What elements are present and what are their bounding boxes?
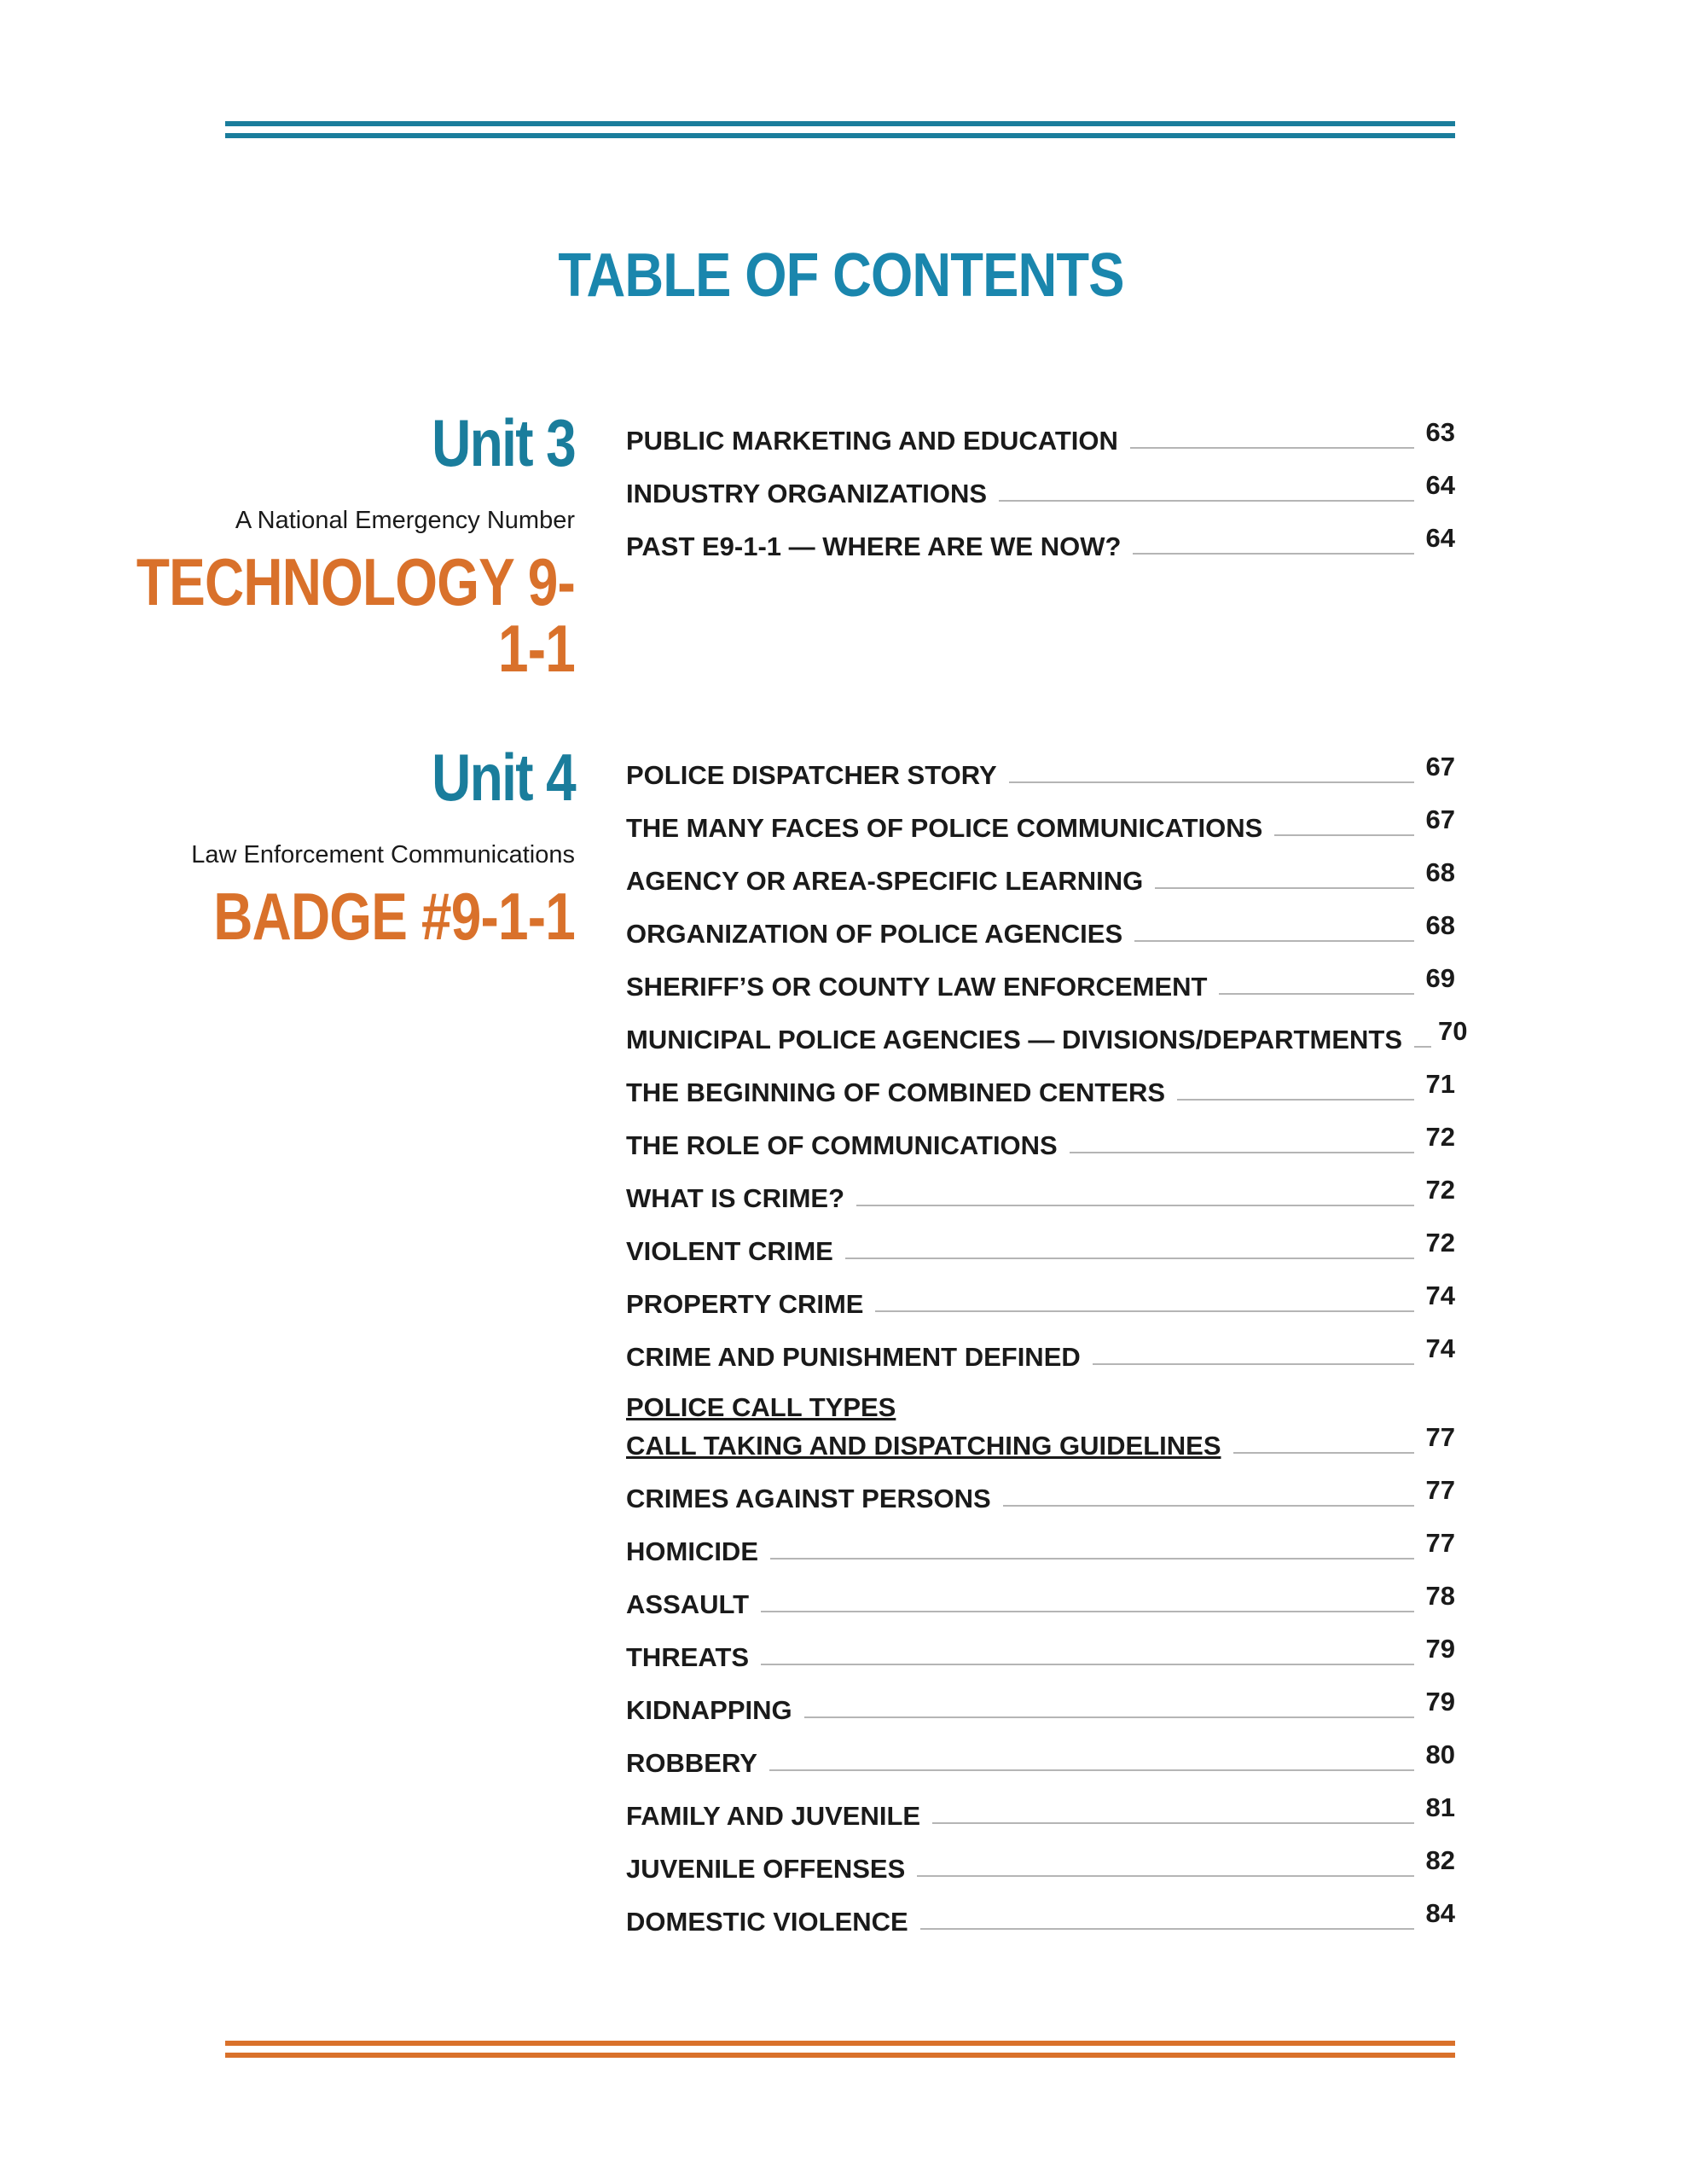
bottom-rule-upper bbox=[225, 2041, 1455, 2046]
toc-entry-title[interactable]: CALL TAKING AND DISPATCHING GUIDELINES bbox=[626, 1431, 1221, 1461]
toc-entry[interactable] bbox=[626, 1568, 1455, 1621]
dot-leader bbox=[1414, 1046, 1431, 1048]
dot-leader bbox=[1155, 887, 1414, 889]
toc-entry[interactable] bbox=[626, 1515, 1455, 1568]
toc-entry[interactable] bbox=[626, 1780, 1455, 1833]
toc-entry-page: 67 bbox=[1425, 752, 1455, 781]
toc-entry[interactable] bbox=[626, 1674, 1455, 1727]
toc-section-title-stack bbox=[626, 1394, 1221, 1462]
dot-leader bbox=[1177, 1099, 1414, 1101]
toc-entry-page: 72 bbox=[1425, 1122, 1455, 1152]
dot-leader bbox=[999, 500, 1414, 502]
toc-entry-page: 77 bbox=[1425, 1475, 1455, 1505]
unit-4-tagline: BADGE #9-1-1 bbox=[213, 879, 575, 954]
toc-entry[interactable] bbox=[626, 1162, 1455, 1215]
toc-entry[interactable] bbox=[626, 404, 1455, 457]
toc-entry[interactable] bbox=[626, 1727, 1455, 1780]
toc-entry[interactable] bbox=[626, 845, 1455, 897]
toc-entry-page: 80 bbox=[1425, 1740, 1455, 1769]
toc-entry-title: THREATS bbox=[626, 1642, 750, 1672]
toc-entry-title: JUVENILE OFFENSES bbox=[626, 1854, 906, 1884]
toc-entry-title: PUBLIC MARKETING AND EDUCATION bbox=[626, 426, 1118, 456]
toc-entry-page: 74 bbox=[1425, 1333, 1455, 1363]
toc-entry[interactable] bbox=[626, 792, 1455, 845]
dot-leader bbox=[932, 1822, 1414, 1824]
dot-leader bbox=[1133, 553, 1414, 555]
toc-entry[interactable] bbox=[626, 1268, 1455, 1321]
unit-3-subtitle: A National Emergency Number bbox=[235, 507, 575, 534]
toc-entry-title: HOMICIDE bbox=[626, 1536, 758, 1566]
toc-entry-page: 84 bbox=[1425, 1898, 1455, 1928]
dot-leader bbox=[1070, 1152, 1414, 1153]
dot-leader bbox=[917, 1875, 1414, 1877]
toc-entry-page: 77 bbox=[1425, 1422, 1455, 1452]
toc-entry-title: THE BEGINNING OF COMBINED CENTERS bbox=[626, 1077, 1166, 1107]
dot-leader bbox=[875, 1310, 1414, 1312]
toc-entry-page: 64 bbox=[1425, 523, 1455, 553]
toc-entry[interactable] bbox=[626, 897, 1455, 950]
toc-entry[interactable] bbox=[626, 1833, 1455, 1885]
toc-entry-title: THE ROLE OF COMMUNICATIONS bbox=[626, 1130, 1058, 1160]
toc-entry-page: 72 bbox=[1425, 1228, 1455, 1258]
dot-leader bbox=[1274, 834, 1414, 836]
toc-entry-page: 79 bbox=[1425, 1634, 1455, 1664]
toc-entry-page: 79 bbox=[1425, 1687, 1455, 1716]
unit-4-subtitle: Law Enforcement Communications bbox=[191, 841, 575, 868]
toc-entry[interactable] bbox=[626, 1109, 1455, 1162]
dot-leader bbox=[761, 1664, 1414, 1665]
dot-leader bbox=[1233, 1452, 1415, 1454]
toc-entry[interactable] bbox=[626, 1885, 1455, 1938]
unit-4-header bbox=[29, 740, 575, 954]
dot-leader bbox=[761, 1611, 1414, 1612]
toc-entry-title: POLICE DISPATCHER STORY bbox=[626, 760, 997, 790]
dot-leader bbox=[856, 1205, 1414, 1206]
toc-entry[interactable] bbox=[626, 457, 1455, 510]
toc-entry-page: 78 bbox=[1425, 1581, 1455, 1611]
toc-entry-page: 68 bbox=[1425, 910, 1455, 940]
toc-entry-page: 64 bbox=[1425, 470, 1455, 500]
toc-entry-title: SHERIFF’S OR COUNTY LAW ENFORCEMENT bbox=[626, 972, 1208, 1002]
toc-section-entry[interactable] bbox=[626, 1374, 1455, 1462]
toc-entry-title: THE MANY FACES OF POLICE COMMUNICATIONS bbox=[626, 813, 1263, 843]
toc-entry[interactable] bbox=[626, 1003, 1468, 1056]
toc-entry-title: KIDNAPPING bbox=[626, 1695, 792, 1725]
dot-leader bbox=[920, 1928, 1414, 1930]
toc-entry-page: 71 bbox=[1425, 1069, 1455, 1099]
unit-4-entries bbox=[626, 739, 1468, 1938]
toc-entry-title: VIOLENT CRIME bbox=[626, 1236, 833, 1266]
toc-entry-title: MUNICIPAL POLICE AGENCIES — DIVISIONS/DEPARTMENTS bbox=[626, 1025, 1402, 1054]
toc-section-heading[interactable]: POLICE CALL TYPES bbox=[626, 1392, 896, 1422]
toc-entry-title: CRIMES AGAINST PERSONS bbox=[626, 1484, 991, 1513]
unit-3-name: Unit 3 bbox=[432, 405, 575, 480]
dot-leader bbox=[1130, 447, 1414, 449]
page-title: TABLE OF CONTENTS bbox=[558, 241, 1124, 310]
dot-leader bbox=[845, 1258, 1414, 1259]
toc-entry[interactable] bbox=[626, 1321, 1455, 1374]
toc-entry[interactable] bbox=[626, 1462, 1455, 1515]
toc-entry-title: ASSAULT bbox=[626, 1589, 750, 1619]
unit-3-tagline: TECHNOLOGY 9-1-1 bbox=[136, 544, 576, 686]
dot-leader bbox=[770, 1558, 1414, 1560]
toc-entry-title: PAST E9-1-1 — WHERE ARE WE NOW? bbox=[626, 531, 1122, 561]
bottom-rule-lower bbox=[225, 2053, 1455, 2058]
unit-3-header bbox=[29, 405, 576, 686]
toc-entry-title: INDUSTRY ORGANIZATIONS bbox=[626, 479, 988, 508]
toc-entry[interactable] bbox=[626, 739, 1455, 792]
dot-leader bbox=[1003, 1505, 1414, 1507]
unit-4-name: Unit 4 bbox=[432, 740, 575, 815]
unit-3-entries bbox=[626, 404, 1455, 563]
top-rule-upper bbox=[225, 121, 1455, 126]
toc-entry-page: 74 bbox=[1425, 1281, 1455, 1310]
toc-entry-page: 82 bbox=[1425, 1845, 1455, 1875]
toc-entry-title: PROPERTY CRIME bbox=[626, 1289, 864, 1319]
toc-entry-page: 72 bbox=[1425, 1175, 1455, 1205]
toc-entry-page: 63 bbox=[1425, 417, 1455, 447]
toc-entry[interactable] bbox=[626, 950, 1455, 1003]
toc-entry-page: 67 bbox=[1425, 804, 1455, 834]
top-rule-lower bbox=[225, 133, 1455, 138]
dot-leader bbox=[1219, 993, 1414, 995]
dot-leader bbox=[804, 1716, 1414, 1718]
toc-entry[interactable] bbox=[626, 1621, 1455, 1674]
toc-entry-title: CRIME AND PUNISHMENT DEFINED bbox=[626, 1342, 1081, 1372]
toc-entry-page: 81 bbox=[1425, 1792, 1455, 1822]
toc-entry-page: 70 bbox=[1438, 1016, 1468, 1046]
toc-entry-title: ROBBERY bbox=[626, 1748, 757, 1778]
toc-entry-title: AGENCY OR AREA-SPECIFIC LEARNING bbox=[626, 866, 1144, 896]
dot-leader bbox=[1009, 781, 1414, 783]
toc-entry-title: DOMESTIC VIOLENCE bbox=[626, 1907, 908, 1937]
toc-entry-page: 77 bbox=[1425, 1528, 1455, 1558]
toc-entry-title: FAMILY AND JUVENILE bbox=[626, 1801, 921, 1831]
toc-entry-title: ORGANIZATION OF POLICE AGENCIES bbox=[626, 919, 1123, 949]
toc-entry[interactable] bbox=[626, 510, 1455, 563]
dot-leader bbox=[769, 1769, 1414, 1771]
toc-entry-page: 68 bbox=[1425, 857, 1455, 887]
dot-leader bbox=[1093, 1363, 1414, 1365]
toc-entry[interactable] bbox=[626, 1215, 1455, 1268]
dot-leader bbox=[1134, 940, 1414, 942]
toc-entry-page: 69 bbox=[1425, 963, 1455, 993]
toc-entry-title: WHAT IS CRIME? bbox=[626, 1183, 845, 1213]
toc-entry[interactable] bbox=[626, 1056, 1455, 1109]
